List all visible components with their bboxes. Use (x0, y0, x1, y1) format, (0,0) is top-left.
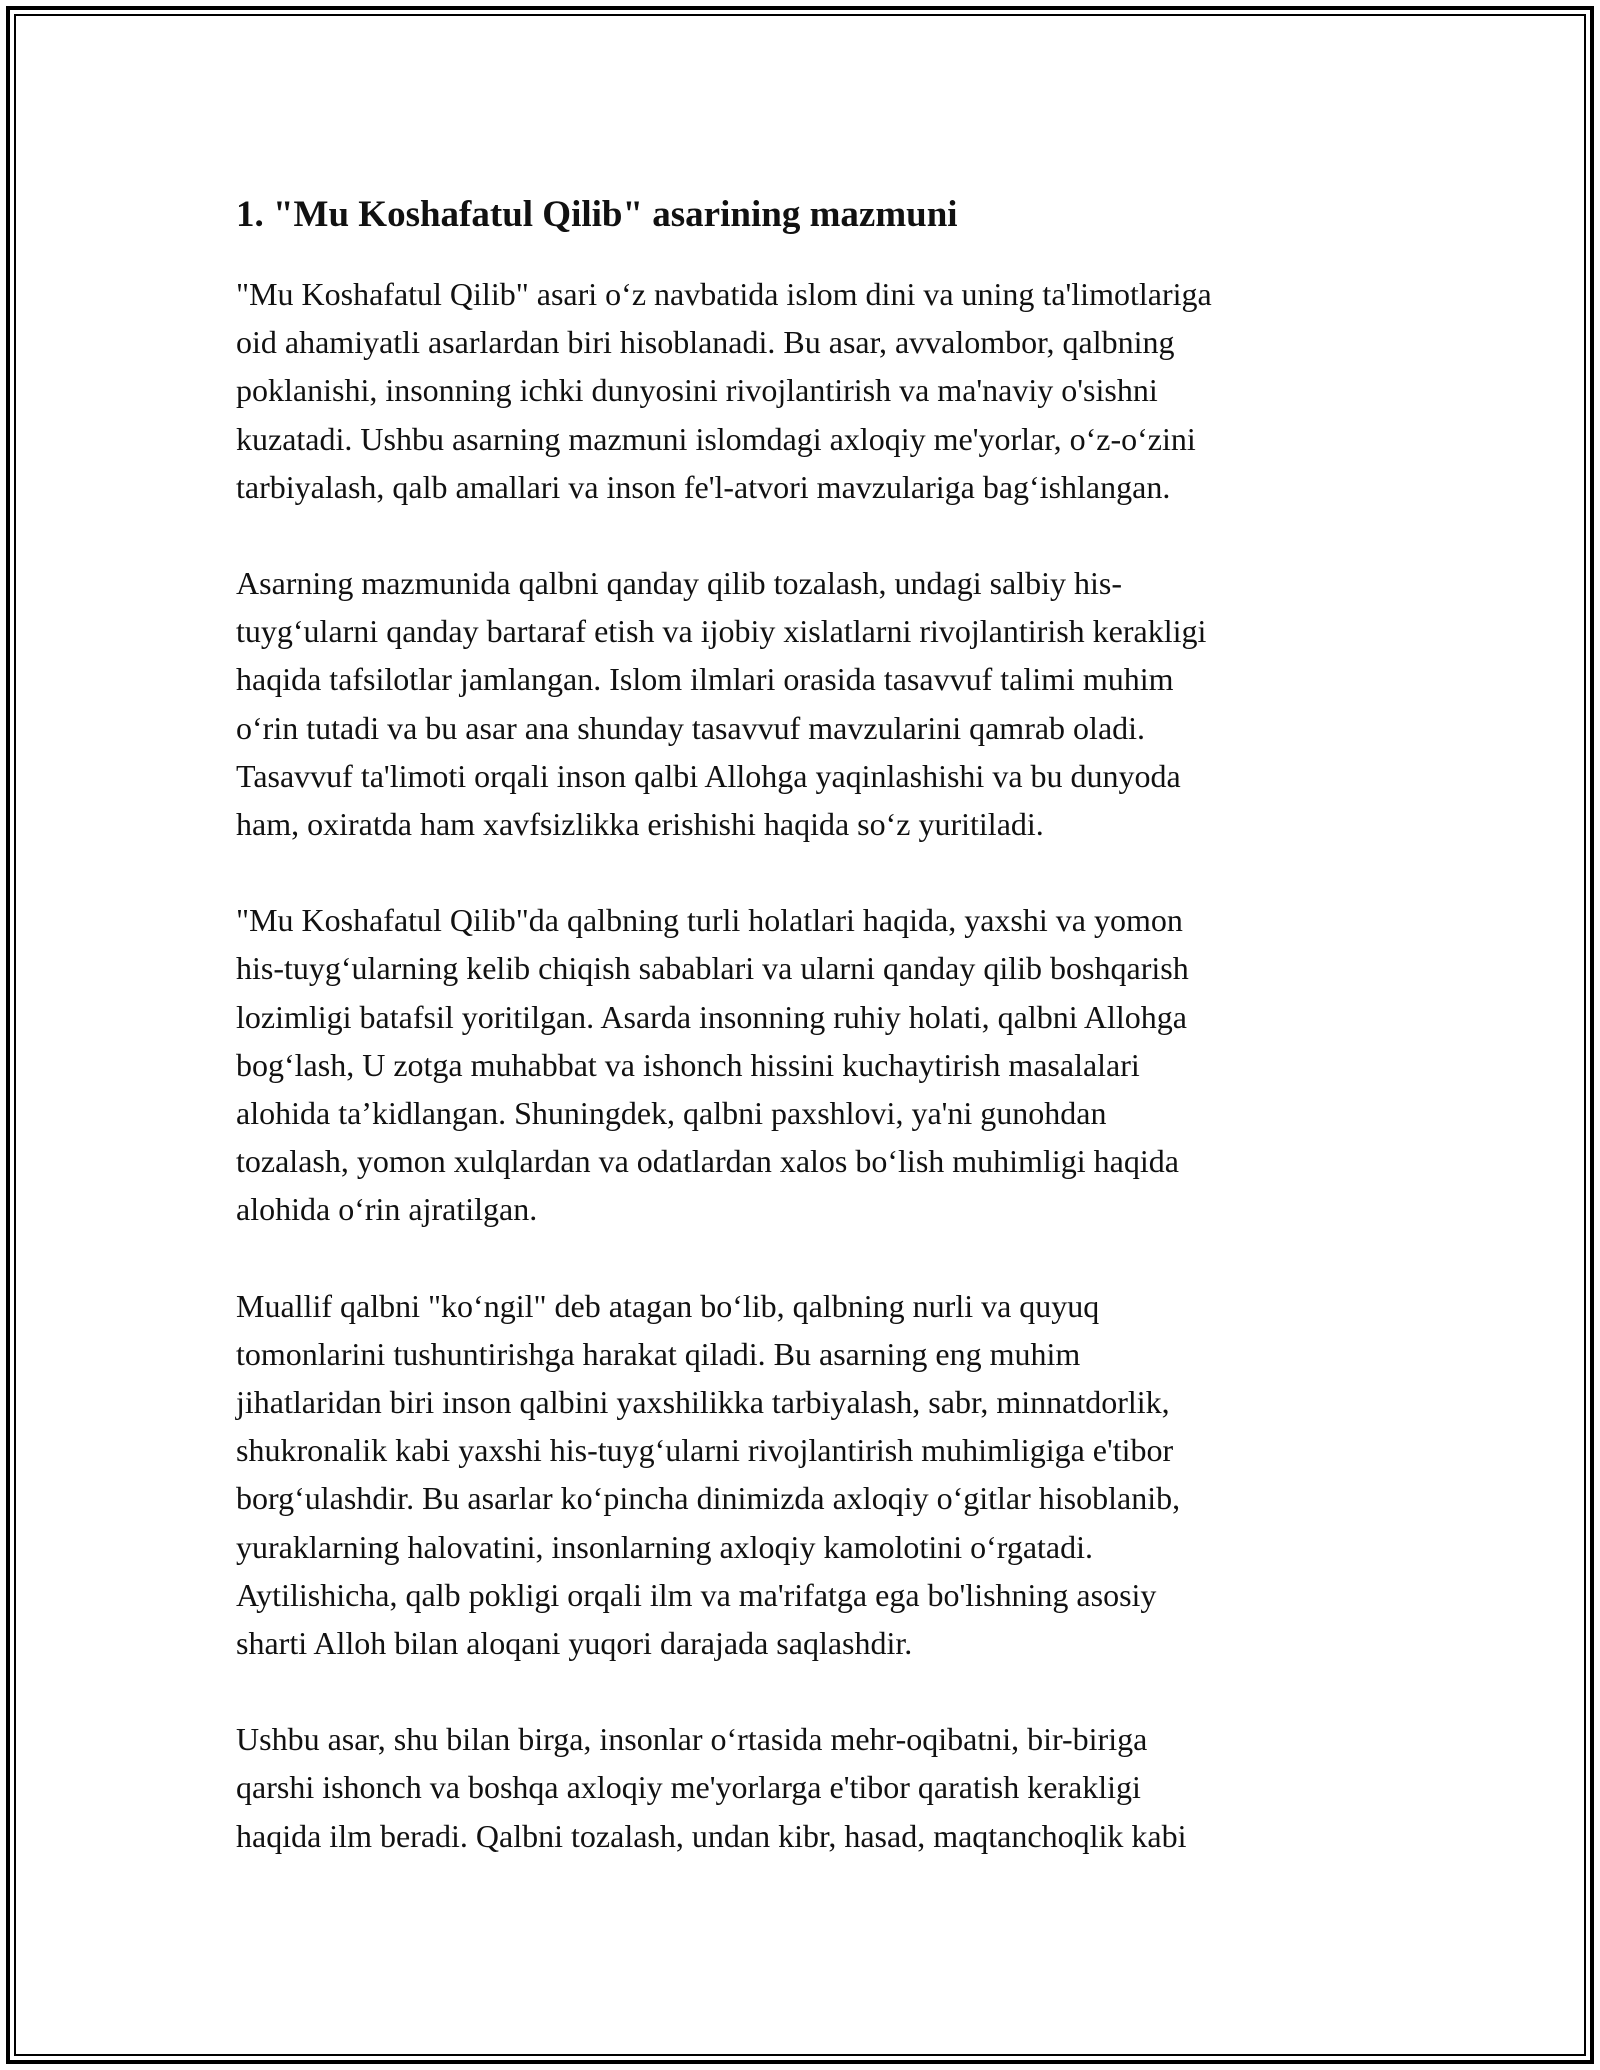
document-body (236, 186, 1366, 1908)
paragraph-2: Asarning mazmunida qalbni qanday qilib tozalash, undagi salbiy his- tuyg‘ularni qanday bartaraf etish va ijobiy xislatlarni rivojlantirish kerakligi haqida tafsilotlar jamlangan. Islom ilmlari orasida tasavvuf talimi muhim o‘rin tutadi va bu asar ana shunday tasavvuf mavzularini qamrab oladi. Tasavvuf ta'limoti orqali inson qalbi Allohga yaqinlashishi va bu dunyoda ham, oxiratda ham xavfsizlikka erishishi haqida so‘z yuritiladi. (236, 565, 1207, 843)
paragraph-4: Muallif qalbni "ko‘ngil" deb atagan bo‘lib, qalbning nurli va quyuq tomonlarini tushuntirishga harakat qiladi. Bu asarning eng muhim jihatlaridan biri inson qalbini yaxshilikka tarbiyalash, sabr, minnatdorlik, shukronalik kabi yaxshi his-tuyg‘ularni rivojlantirish muhimligiga e'tibor borg‘ulashdir. Bu asarlar ko‘pincha dinimizda axloqiy o‘gitlar hisoblanib, yuraklarning halovatini, insonlarning axloqiy kamolotini o‘rgatadi. Aytilishicha, qalb pokligi orqali ilm va ma'rifatga ega bo'lishning asosiy sharti Alloh bilan aloqani yuqori darajada saqlashdir. (236, 1287, 1181, 1662)
paragraph-5: Ushbu asar, shu bilan birga, insonlar o‘rtasida mehr-oqibatni, bir-biriga qarshi ishonch va boshqa axloqiy me'yorlarga e'tibor qaratish kerakligi haqida ilm beradi. Qalbni tozalash, undan kibr, hasad, maqtanchoqlik kabi (236, 1721, 1187, 1854)
paragraph-3: "Mu Koshafatul Qilib"da qalbning turli holatlari haqida, yaxshi va yomon his-tuyg‘ularning kelib chiqish sabablari va ularni qanday qilib boshqarish lozimligi batafsil yoritilgan. Asarda insonning ruhiy holati, qalbni Allohga bog‘lash, U zotga muhabbat va ishonch hissini kuchaytirish masalalari alohida ta’kidlangan. Shuningdek, qalbni paxshlovi, ya'ni gunohdan tozalash, yomon xulqlardan va odatlardan xalos bo‘lish muhimligi haqida alohida o‘rin ajratilgan. (236, 902, 1189, 1228)
paragraph-1: "Mu Koshafatul Qilib" asari o‘z navbatida islom dini va uning ta'limotlariga oid ahamiyatli asarlardan biri hisoblanadi. Bu asar, avvalombor, qalbning poklanishi, insonning ichki dunyosini rivojlantirish va ma'naviy o'sishni kuzatadi. Ushbu asarning mazmuni islomdagi axloqiy me'yorlar, o‘z-o‘zini tarbiyalash, qalb amallari va inson fe'l-atvori mavzulariga bag‘ishlangan. (236, 276, 1212, 505)
section-heading: 1. "Mu Koshafatul Qilib" asarining mazmuni (236, 194, 958, 235)
